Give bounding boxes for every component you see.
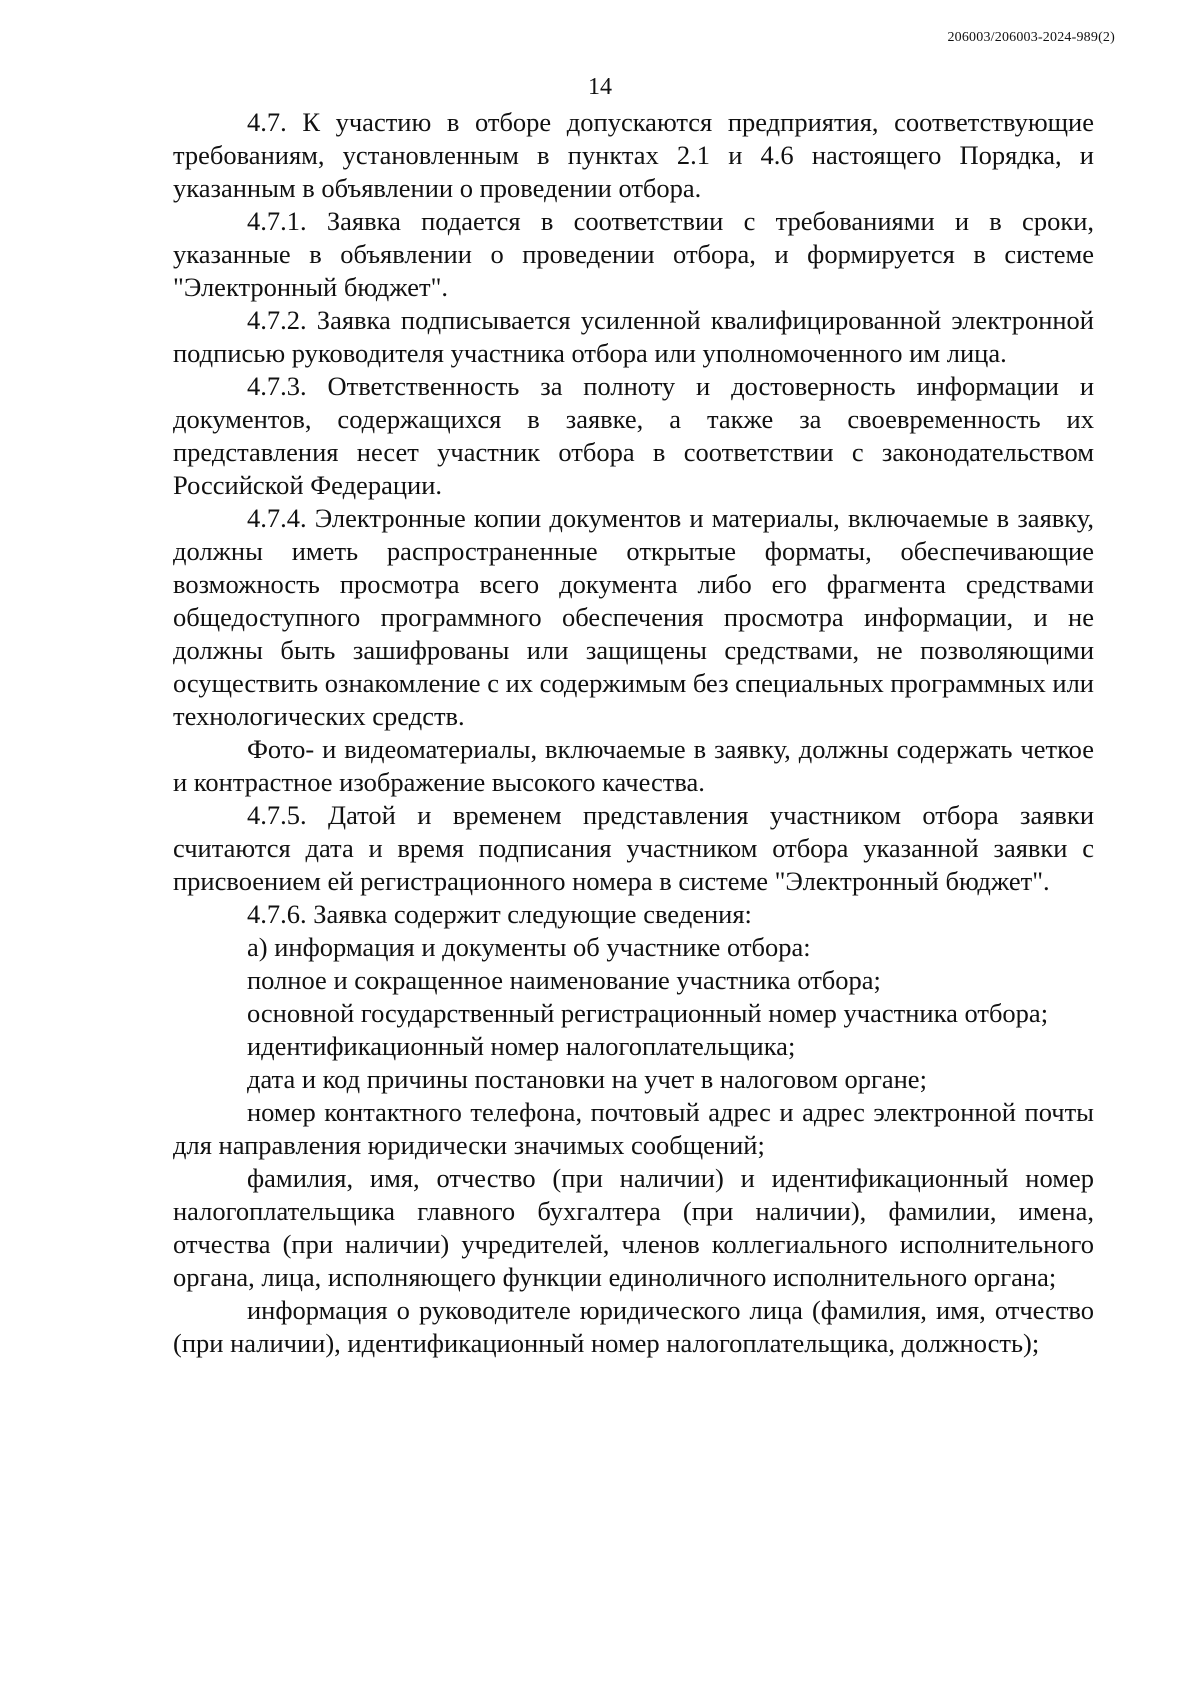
paragraph-list-item: информация о руководителе юридического лица (фамилия, имя, отчество (при наличии), идентификационный номер налогоплательщика, должность);	[173, 1295, 1094, 1358]
document-body	[173, 106, 1094, 1360]
document-id: 206003/206003-2024-989(2)	[947, 30, 1115, 45]
paragraph-4-7-6: 4.7.6. Заявка содержит следующие сведения:	[247, 899, 752, 929]
paragraph-item-a: а) информация и документы об участнике отбора:	[247, 932, 811, 962]
paragraph-photo-video: Фото- и видеоматериалы, включаемые в заявку, должны содержать четкое и контрастное изображение высокого качества.	[173, 734, 1094, 797]
paragraph-4-7-2: 4.7.2. Заявка подписывается усиленной квалифицированной электронной подписью руководителя участника отбора или уполномоченного им лица.	[173, 305, 1094, 368]
paragraph-list-item: полное и сокращенное наименование участника отбора;	[247, 965, 881, 995]
paragraph-list-item: дата и код причины постановки на учет в налоговом органе;	[247, 1064, 927, 1094]
paragraph-list-item: номер контактного телефона, почтовый адрес и адрес электронной почты для направления юридически значимых сообщений;	[173, 1097, 1094, 1160]
paragraph-4-7-4: 4.7.4. Электронные копии документов и материалы, включаемые в заявку, должны иметь распространенные открытые форматы, обеспечивающие возможность просмотра всего документа либо его фрагмента средствами общедоступного программного обеспечения просмотра информации, и не должны быть зашифрованы или защищены средствами, не позволяющими осуществить ознакомление с их содержимым без специальных программных или технологических средств.	[173, 503, 1094, 731]
paragraph-4-7-5: 4.7.5. Датой и временем представления участником отбора заявки считаются дата и время подписания участником отбора указанной заявки с присвоением ей регистрационного номера в системе "Электронный бюджет".	[173, 800, 1094, 896]
paragraph-4-7: 4.7. К участию в отборе допускаются предприятия, соответствующие требованиям, установленным в пунктах 2.1 и 4.6 настоящего Порядка, и указанным в объявлении о проведении отбора.	[173, 107, 1094, 203]
paragraph-list-item: основной государственный регистрационный номер участника отбора;	[247, 998, 1049, 1028]
page-number: 14	[588, 74, 612, 100]
paragraph-list-item: фамилия, имя, отчество (при наличии) и идентификационный номер налогоплательщика главного бухгалтера (при наличии), фамилии, имена, отчества (при наличии) учредителей, членов коллегиального исполнительного органа, лица, исполняющего функции единоличного исполнительного органа;	[173, 1163, 1094, 1292]
paragraph-4-7-3: 4.7.3. Ответственность за полноту и достоверность информации и документов, содержащихся в заявке, а также за своевременность их представления несет участник отбора в соответствии с законодательством Российской Федерации.	[173, 371, 1094, 500]
paragraph-4-7-1: 4.7.1. Заявка подается в соответствии с требованиями и в сроки, указанные в объявлении о проведении отбора, и формируется в системе "Электронный бюджет".	[173, 206, 1094, 302]
paragraph-list-item: идентификационный номер налогоплательщика;	[247, 1031, 796, 1061]
